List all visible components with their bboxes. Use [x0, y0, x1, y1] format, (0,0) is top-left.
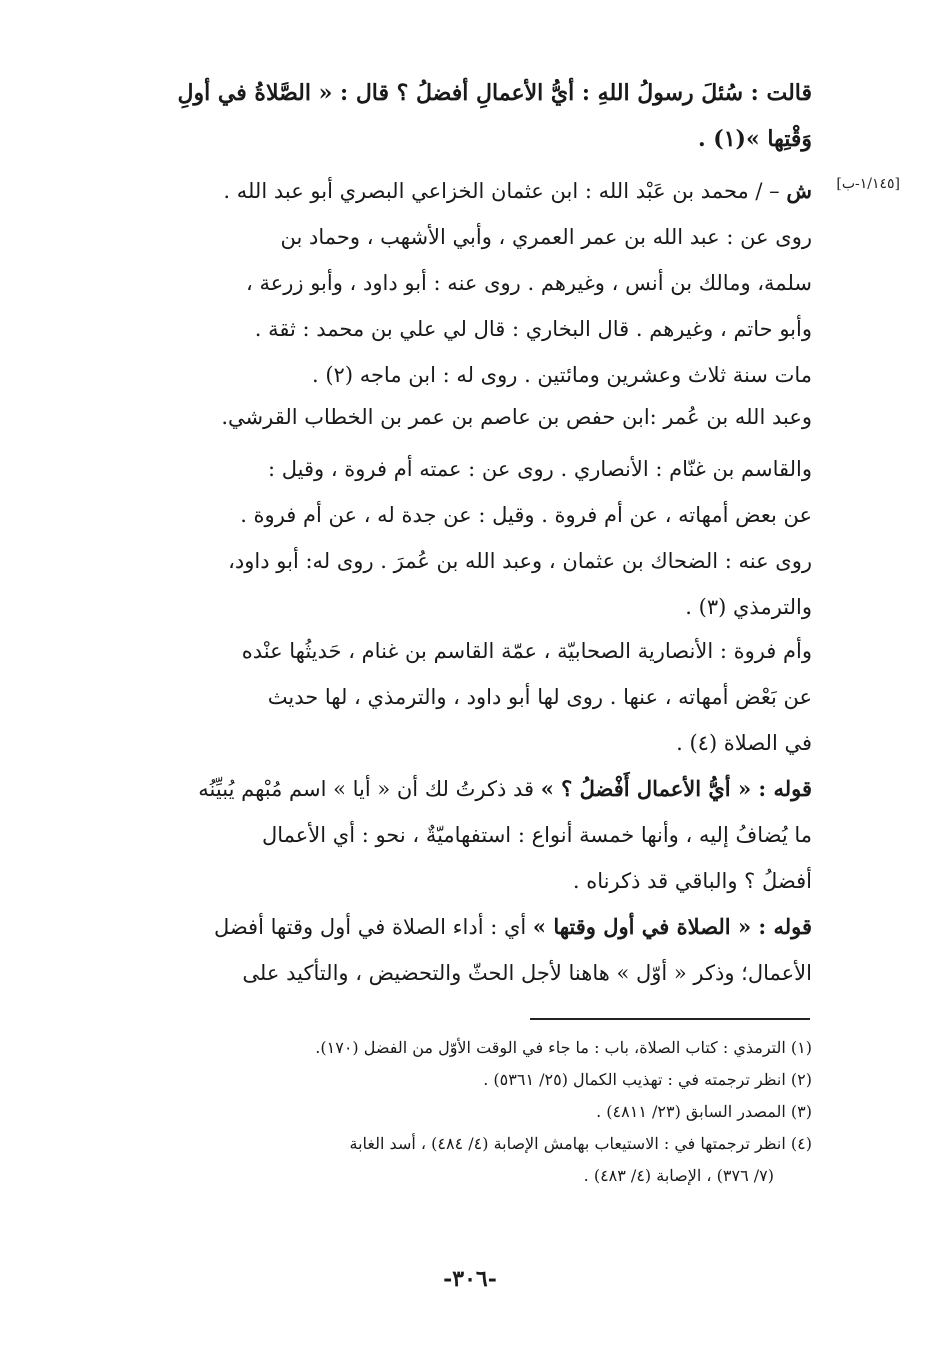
bio-line: في الصلاة (٤) .: [676, 731, 812, 755]
bio-line: مات سنة ثلاث وعشرين ومائتين . روى له : ابن ماجه (٢) .: [312, 363, 812, 387]
narrator-bio-muhammad: [132, 168, 812, 398]
footnote: (٣) المصدر السابق (٢٣/ ٤٨١١) .: [596, 1102, 812, 1121]
footnote: (٢) انظر ترجمته في : تهذيب الكمال (٢٥/ ٥٣٦١) .: [483, 1070, 812, 1089]
page-number: -٣٠٦-: [443, 1266, 497, 1292]
narrator-bio-umm-farwa: [132, 628, 812, 766]
footnote-continuation: (٧/ ٣٧٦) ، الإصابة (٤/ ٤٨٣) .: [583, 1166, 774, 1185]
commentary-line: قوله : « الصلاة في أول وقتها » أي : أداء الصلاة في أول وقتها أفضل: [213, 914, 812, 939]
footnotes: [132, 1032, 812, 1192]
bio-line: والترمذي (٣) .: [685, 595, 812, 619]
narrator-bio-abdullah: [132, 394, 812, 440]
bio-line: وعبد الله بن عُمر :ابن حفص بن عاصم بن عمر بن الخطاب القرشي.: [221, 405, 812, 429]
margin-folio-reference: [١/١٤٥-ب]: [836, 176, 900, 192]
narrator-bio-qasim: [132, 446, 812, 630]
commentary-line: قوله : « أيُّ الأعمال أَفْضلُ ؟ » قد ذكرتُ لك أن « أيا » اسم مُبْهم يُبيِّنُه: [198, 776, 812, 801]
bio-line: سلمة، ومالك بن أنس ، وغيرهم . روى عنه : أبو داود ، وأبو زرعة ،: [246, 271, 812, 295]
commentary-ayy-al-amal: [132, 766, 812, 904]
commentary-line: الأعمال؛ وذكر « أوّل » هاهنا لأجل الحثّ والتحضيض ، والتأكيد على: [242, 961, 812, 985]
opening-line: قالت : سُئلَ رسولُ اللهِ : أيُّ الأعمالِ أفضلُ ؟ قال : « الصَّلاةُ في أولِ: [177, 80, 812, 106]
bio-line: وأبو حاتم ، وغيرهم . قال البخاري : قال لي علي بن محمد : ثقة .: [254, 317, 812, 341]
footnote: (٤) انظر ترجمتها في : الاستيعاب بهامش الإصابة (٤/ ٤٨٤) ، أسد الغابة: [349, 1134, 812, 1153]
bio-line: عن بَعْض أمهاته ، عنها . روى لها أبو داود ، والترمذي ، لها حديث: [267, 685, 812, 709]
commentary-line: ما يُضافُ إليه ، وأنها خمسة أنواع : استفهاميّةٌ ، نحو : أي الأعمال: [261, 823, 812, 847]
opening-line: وَقْتِها »(١) .: [697, 126, 812, 152]
footnote: (١) الترمذي : كتاب الصلاة، باب : ما جاء في الوقت الأوّل من الفضل (١٧٠).: [315, 1038, 812, 1057]
commentary-line: أفضلُ ؟ والباقي قد ذكرناه .: [572, 869, 812, 893]
bio-line: روى عنه : الضحاك بن عثمان ، وعبد الله بن عُمرَ . روى له: أبو داود،: [228, 549, 812, 573]
bio-line: وأم فروة : الأنصارية الصحابيّة ، عمّة القاسم بن غنام ، حَديثُها عنْده: [241, 639, 812, 663]
bio-line: ش – / محمد بن عَبْد الله : ابن عثمان الخزاعي البصري أبو عبد الله .: [223, 178, 812, 203]
bio-line: عن بعض أمهاته ، عن أم فروة . وقيل : عن جدة له ، عن أم فروة .: [240, 503, 812, 527]
bio-line: روى عن : عبد الله بن عمر العمري ، وأبي الأشهب ، وحماد بن: [280, 225, 812, 249]
opening-hadith: [132, 70, 812, 162]
footnote-separator: [530, 1018, 810, 1020]
bio-line: والقاسم بن غنّام : الأنصاري . روى عن : عمته أم فروة ، وقيل :: [267, 457, 812, 481]
commentary-salat-awwal-waqt: [132, 904, 812, 996]
